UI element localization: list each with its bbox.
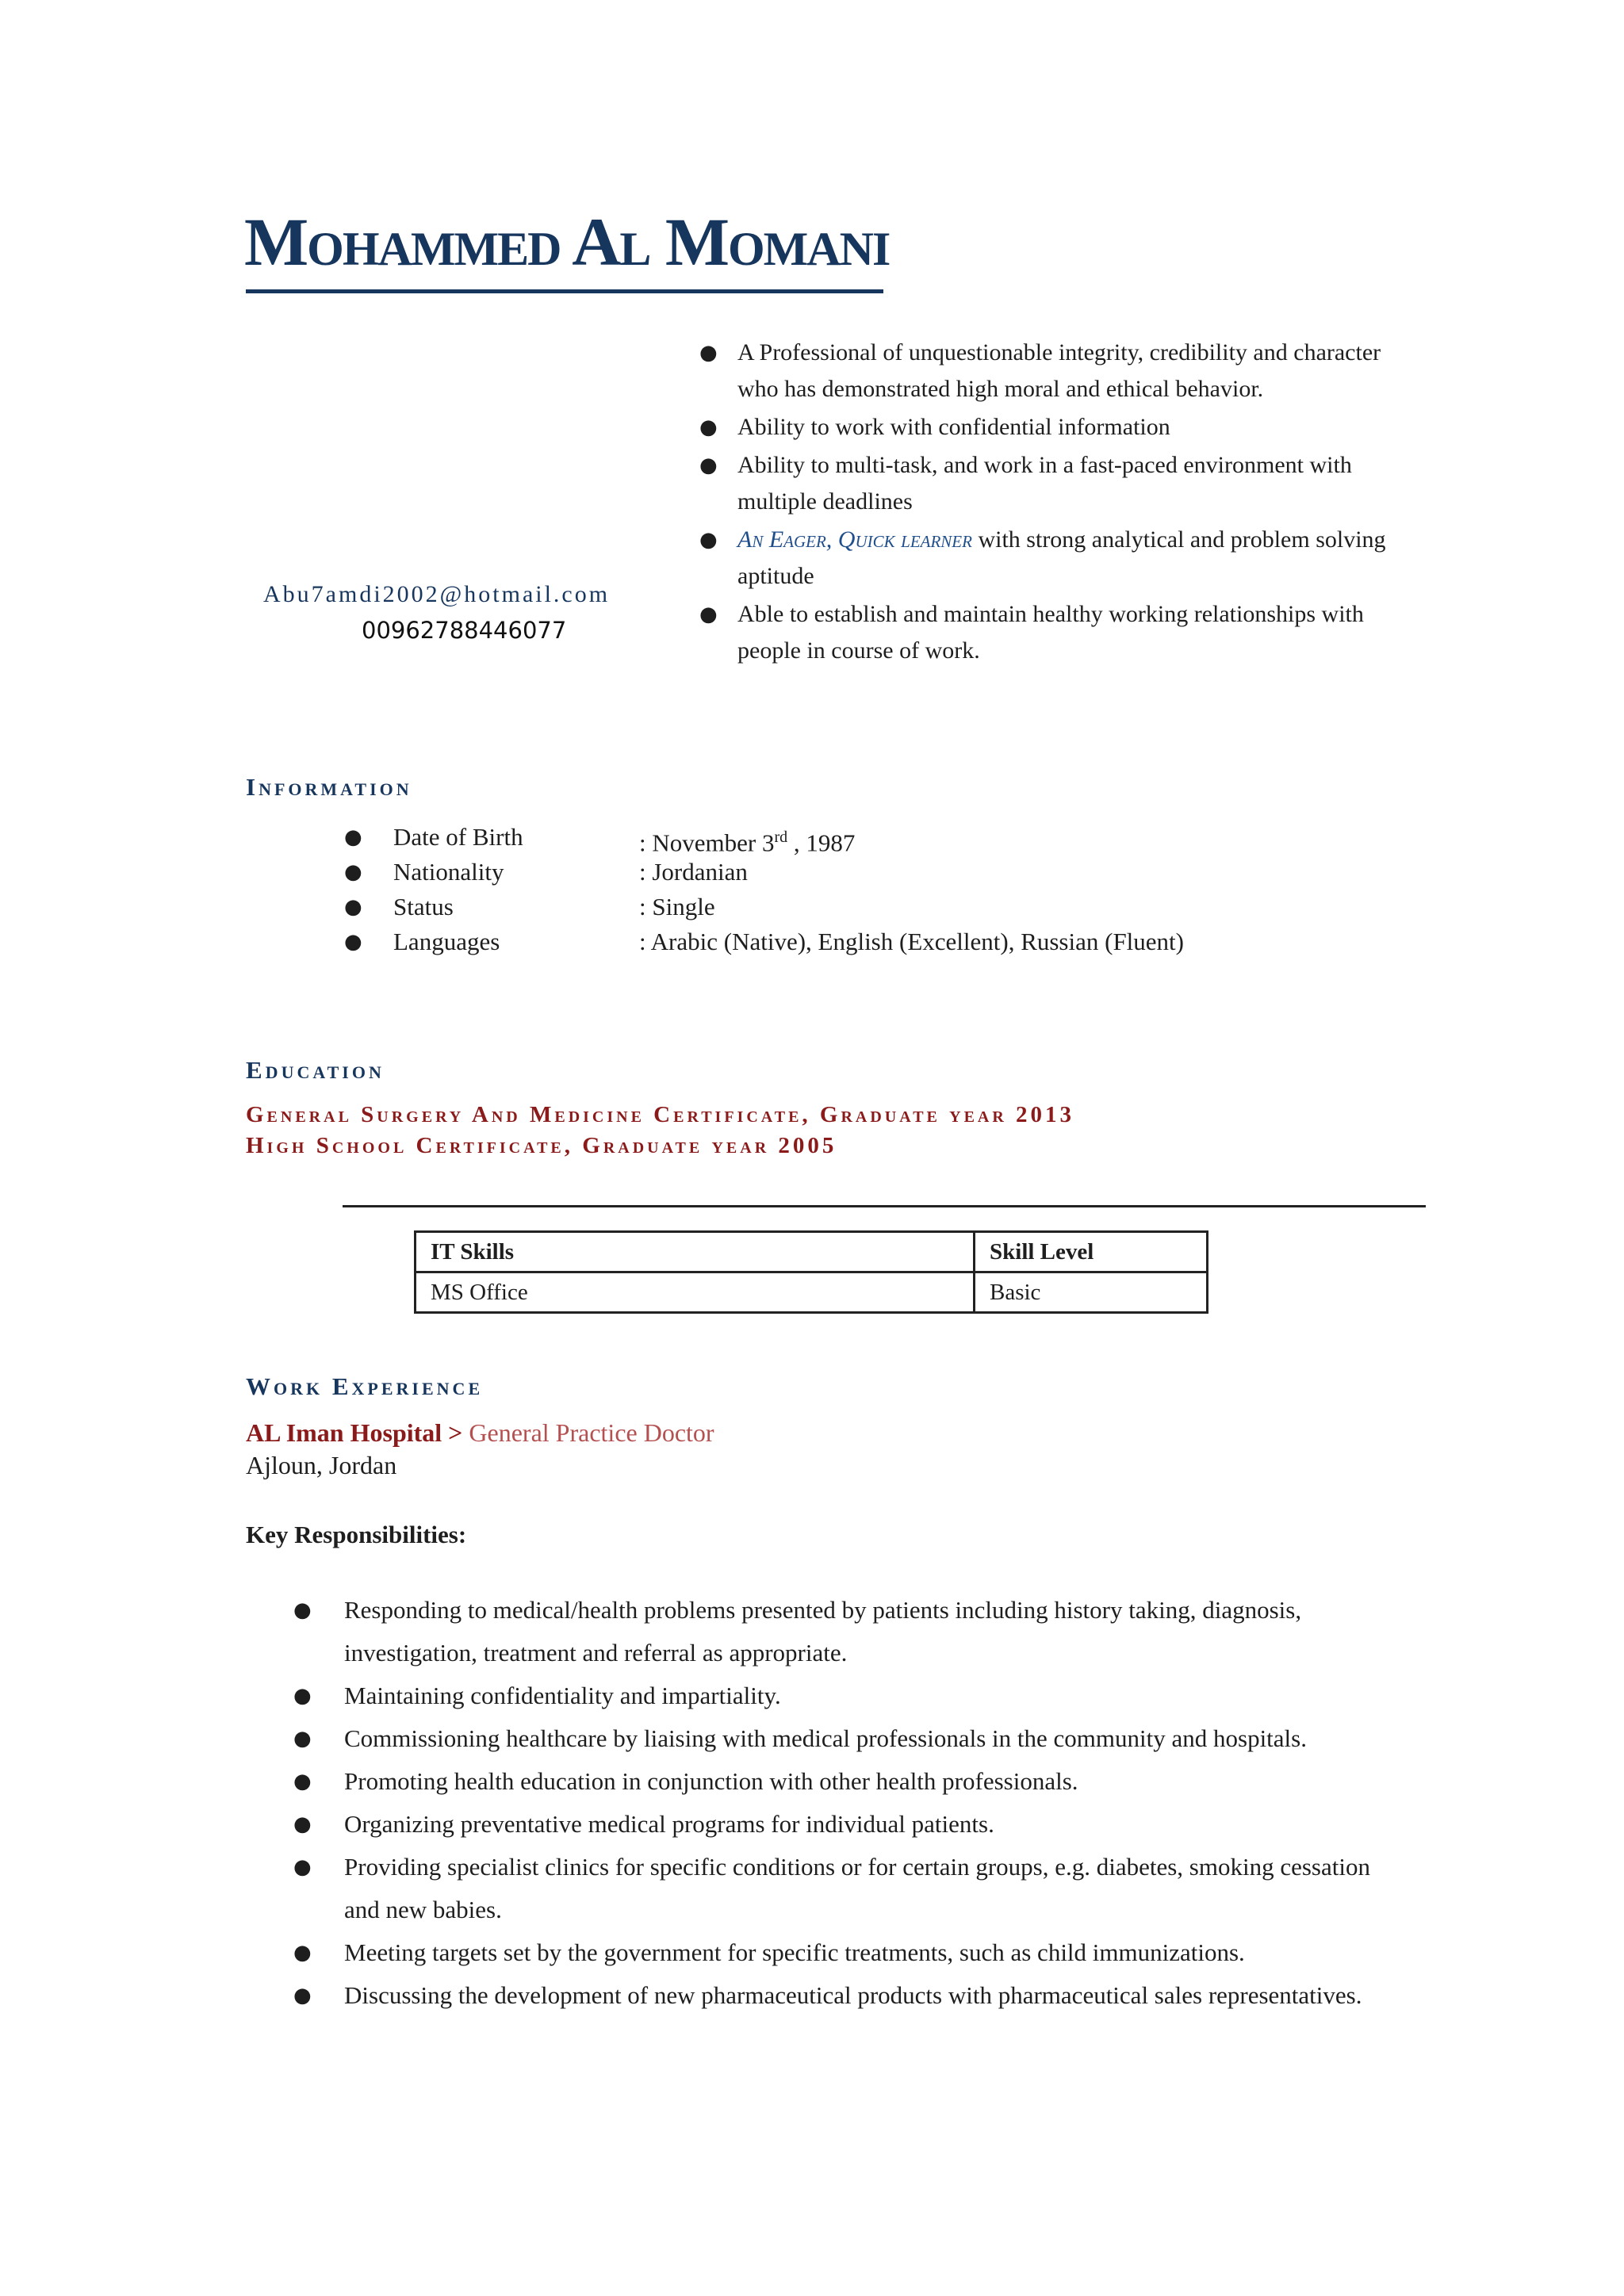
list-item: [293, 1803, 1404, 1846]
bullet-icon: ●: [293, 1941, 312, 1965]
info-row: [339, 924, 1291, 959]
table-cell: Basic: [975, 1272, 1208, 1313]
list-item: [293, 1974, 1404, 2017]
info-label: Date of Birth: [393, 823, 523, 851]
responsibility-text: Providing specialist clinics for specific conditions or for certain groups, e.g. diabetes, smoking cessation and new babies.: [344, 1853, 1370, 1923]
table-cell: MS Office: [416, 1272, 975, 1313]
table-header-cell: Skill Level: [975, 1232, 1208, 1272]
it-skills-table: [414, 1230, 1208, 1314]
summary-item: [695, 409, 1392, 446]
info-row: [339, 820, 1291, 855]
job-title: General Practice Doctor: [469, 1418, 714, 1447]
education-item: General Surgery And Medicine Certificate, Graduate year 2013: [246, 1102, 1075, 1127]
bullet-icon: ●: [344, 860, 362, 884]
table-header-cell: IT Skills: [416, 1232, 975, 1272]
bullet-icon: ●: [293, 1727, 312, 1751]
bullet-icon: ●: [699, 415, 718, 439]
responsibilities-heading: Key Responsibilities:: [246, 1521, 467, 1548]
list-item: [293, 1760, 1404, 1803]
information-heading: Information: [246, 773, 412, 801]
employer-line: [246, 1418, 714, 1448]
table-header-row: [416, 1232, 1208, 1272]
responsibilities-list: [293, 1589, 1404, 2017]
bullet-icon: ●: [293, 1812, 312, 1836]
list-item: [293, 1931, 1404, 1974]
bullet-icon: ●: [293, 1770, 312, 1793]
bullet-icon: ●: [699, 341, 718, 365]
info-value: : Single: [639, 893, 715, 920]
eager-highlight: An Eager, Quick learner: [737, 526, 972, 553]
info-label: Status: [393, 893, 454, 920]
bullet-icon: ●: [293, 1598, 312, 1622]
info-row: [339, 890, 1291, 924]
summary-item: [695, 335, 1392, 408]
info-label: Nationality: [393, 858, 504, 886]
bullet-icon: ●: [344, 930, 362, 954]
bullet-icon: ●: [344, 895, 362, 919]
bullet-icon: ●: [293, 1984, 312, 2007]
responsibility-text: Maintaining confidentiality and impartiality.: [344, 1682, 781, 1709]
info-value: : November 3rd , 1987: [639, 828, 856, 857]
responsibility-text: Discussing the development of new pharmaceutical products with pharmaceutical sales representatives.: [344, 1981, 1362, 2009]
bullet-icon: ●: [699, 603, 718, 626]
bullet-icon: ●: [699, 453, 718, 477]
responsibility-text: Promoting health education in conjunction with other health professionals.: [344, 1767, 1078, 1795]
list-item: [293, 1589, 1404, 1674]
responsibility-text: Meeting targets set by the government for specific treatments, such as child immunizations.: [344, 1938, 1245, 1966]
education-item: High School Certificate, Graduate year 2005: [246, 1133, 837, 1158]
education-heading: Education: [246, 1056, 385, 1084]
employer-name: AL Iman Hospital: [246, 1418, 442, 1447]
job-location: Ajloun, Jordan: [246, 1451, 397, 1479]
list-item: [293, 1674, 1404, 1717]
information-list: [339, 820, 1291, 959]
candidate-name: Mohammed Al Momani: [244, 204, 890, 280]
summary-item-text: Ability to multi-task, and work in a fast-paced environment with multiple deadlines: [737, 452, 1352, 515]
bullet-icon: ●: [293, 1684, 312, 1708]
summary-item-text: with strong analytical and problem solving aptitude: [737, 526, 1386, 589]
summary-item: [695, 596, 1392, 669]
bullet-icon: ●: [293, 1855, 312, 1879]
summary-item-text: Able to establish and maintain healthy working relationships with people in course of work.: [737, 601, 1364, 664]
info-value: : Jordanian: [639, 858, 748, 886]
table-row: [416, 1272, 1208, 1313]
bullet-icon: ●: [344, 825, 362, 849]
email-address[interactable]: Abu7amdi2002@hotmail.com: [263, 581, 611, 607]
info-value: : Arabic (Native), English (Excellent), Russian (Fluent): [639, 928, 1184, 955]
responsibility-text: Responding to medical/health problems presented by patients including history taking, diagnosis, investigation, treatment and referral as appropriate.: [344, 1596, 1302, 1667]
bullet-icon: ●: [699, 528, 718, 552]
responsibility-text: Commissioning healthcare by liaising with medical professionals in the community and hospitals.: [344, 1724, 1307, 1752]
info-label: Languages: [393, 928, 500, 955]
employer-separator: >: [448, 1418, 463, 1447]
summary-list: [695, 335, 1392, 671]
name-underline: [246, 289, 883, 293]
section-divider: [343, 1205, 1426, 1207]
list-item: [293, 1717, 1404, 1760]
summary-item: [695, 522, 1392, 595]
summary-item: [695, 447, 1392, 520]
responsibility-text: Organizing preventative medical programs for individual patients.: [344, 1810, 994, 1838]
summary-item-text: Ability to work with confidential information: [737, 414, 1170, 440]
work-experience-heading: Work Experience: [246, 1372, 484, 1400]
list-item: [293, 1846, 1404, 1931]
summary-item-text: A Professional of unquestionable integrity, credibility and character who has demonstrated high moral and ethical behavior.: [737, 339, 1381, 402]
info-row: [339, 855, 1291, 890]
phone-number: 00962788446077: [362, 617, 567, 644]
